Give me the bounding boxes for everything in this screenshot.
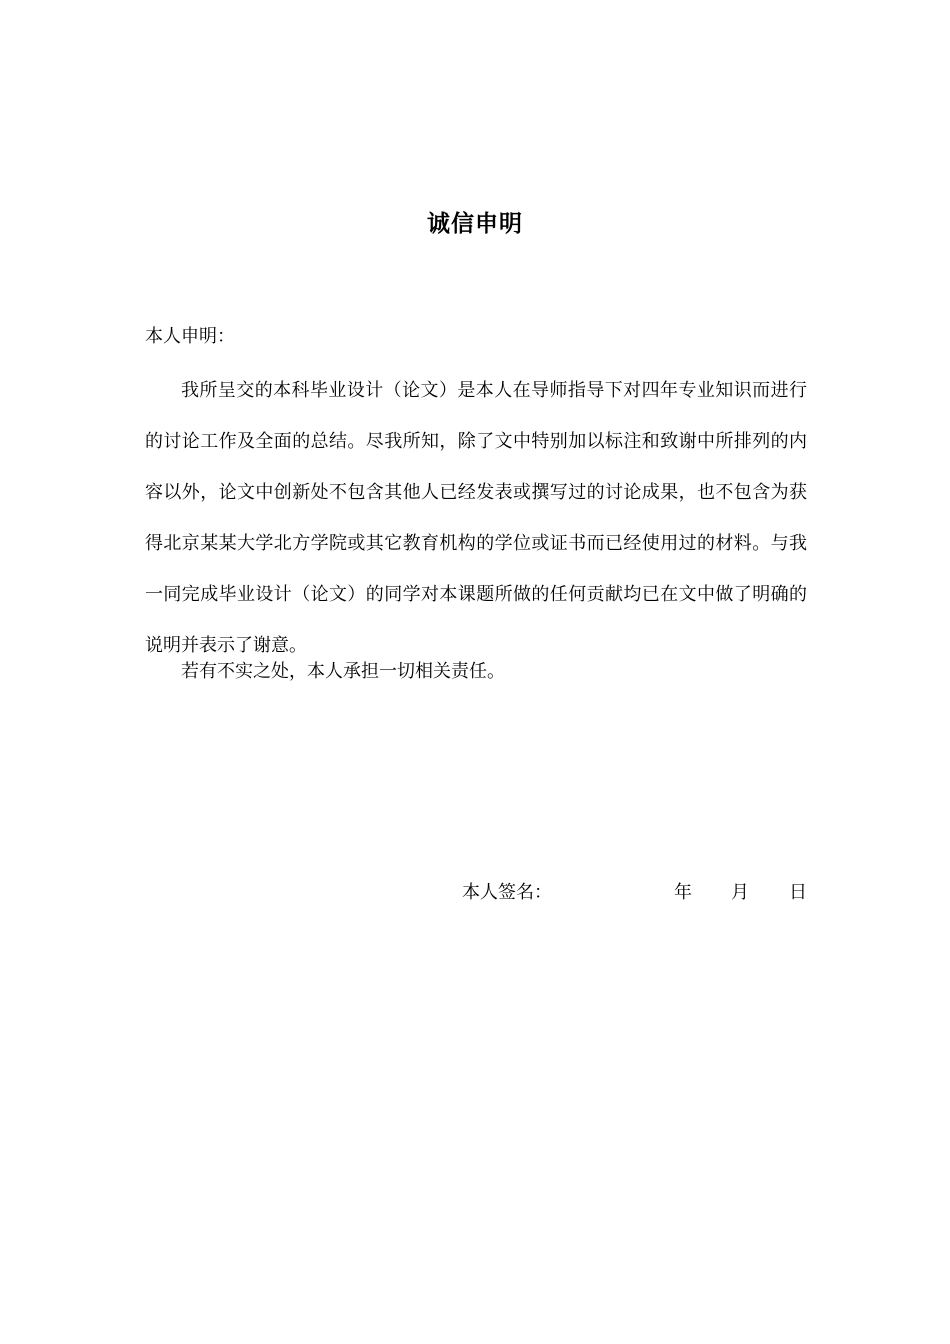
page-title: 诚信申明 (427, 211, 523, 237)
signature-month-label: 月 (731, 882, 749, 903)
signature-label: 本人签名： (462, 882, 552, 903)
declaration-paragraph: 我所呈交的本科毕业设计（论文）是本人在导师指导下对四年专业知识而进行的讨论工作及全面的总结。尽我所知，除了文中特别加以标注和致谢中所排列的内容以外，论文中创新处不包含其他人已经发表或撰写过的讨论成果，也不包含为获得北京某某大学北方学院或其它教育机构的学位或证书而已经使用过的材料。与我一同完成毕业设计（论文）的同学对本课题所做的任何贡献均已在文中做了明确的说明并表示了谢意。 (145, 380, 807, 656)
signature-day-label: 日 (789, 882, 807, 903)
salutation-text: 本人申明： (145, 326, 235, 347)
signature-year-label: 年 (674, 882, 692, 903)
closing-paragraph: 若有不实之处，本人承担一切相关责任。 (181, 661, 505, 682)
signature-row (462, 878, 807, 908)
